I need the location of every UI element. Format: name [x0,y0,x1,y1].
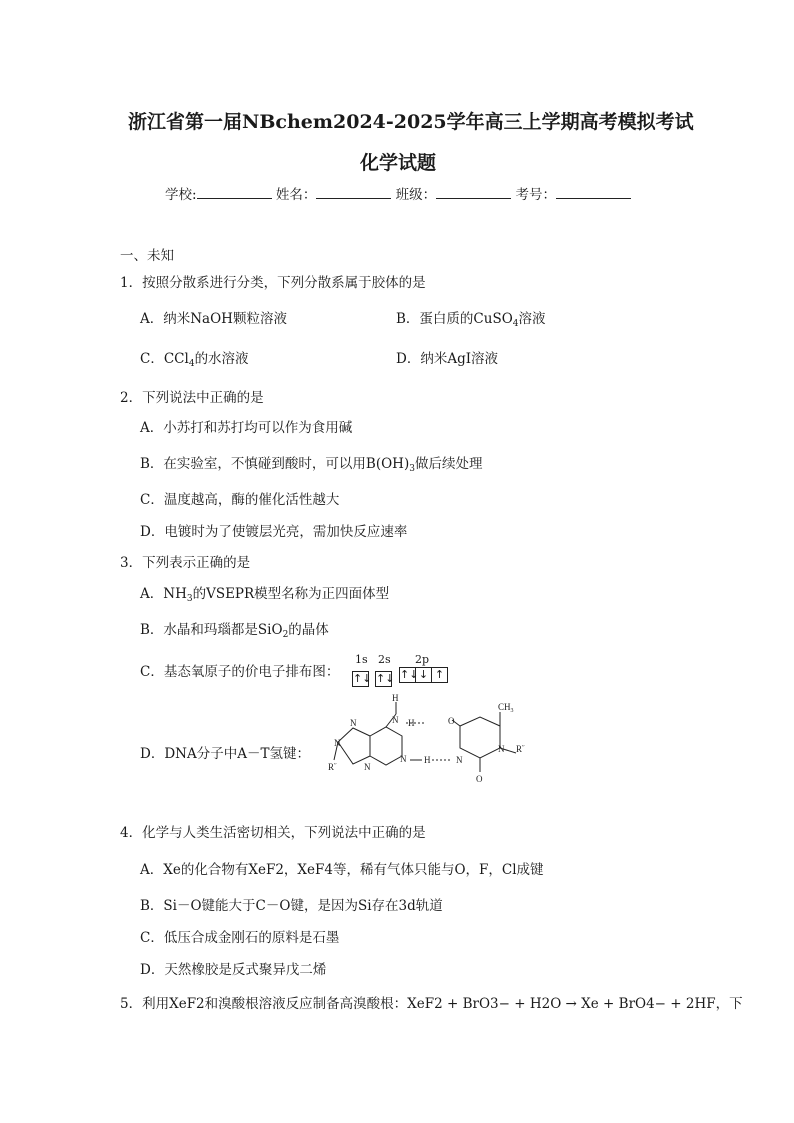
dna-label-n-pyrimidine-2: N [498,744,505,754]
orbital-box-2s: ↑↓ [376,672,395,685]
orbital-box-2p-3: ↑ [432,667,448,683]
question-2-stem: 2．下列说法中正确的是 [120,390,264,406]
orbital-box-2p-1: ↑↓ [400,668,419,681]
orbital-box-1s: ↑↓ [353,672,372,685]
orbital-label-1s: 1s [355,653,368,666]
question-3-option-b[interactable]: B．水晶和玛瑙都是SiO$_2$的晶体 [140,622,329,640]
school-field[interactable] [197,185,272,199]
question-4-option-b[interactable]: B．Si－O键能大于C－O键，是因为Si存在3d轨道 [140,898,443,914]
student-info-line [165,183,631,203]
question-1-option-d[interactable]: D．纳米AgI溶液 [396,351,499,367]
exam-number-field[interactable] [556,185,631,199]
dna-label-n-purine-top: N [350,718,357,728]
question-4-stem: 4．化学与人类生活密切相关，下列说法中正确的是 [120,825,426,841]
question-2-option-c[interactable]: C．温度越高，酶的催化活性越大 [140,492,340,508]
class-label: 班级： [395,187,437,203]
dna-label-ch3: $CH_3$ [498,702,514,714]
question-1-option-a[interactable]: A．纳米NaOH颗粒溶液 [140,311,287,327]
dna-label-r-right: R′′ [516,744,525,754]
dna-label-n-amine: N [392,715,399,725]
name-label: 姓名： [275,187,317,203]
dna-label-h-2: H [424,755,431,765]
dna-label-o-1: O [448,716,455,726]
question-4-option-c[interactable]: C．低压合成金刚石的原料是石墨 [140,930,340,946]
orbital-label-2p: 2p [415,653,430,666]
exam-number-label: 考号： [515,187,556,203]
dna-label-n-purine-right: N [400,754,407,764]
dna-label-r-left: R′′ [328,762,337,772]
section-label: 一、未知 [120,248,174,264]
page-subtitle: 化学试题 [360,152,437,174]
dna-base-pair-structure [320,690,530,810]
question-4-option-d[interactable]: D．天然橡胶是反式聚异戊二烯 [140,962,327,978]
dna-label-o-2: O [476,774,483,784]
question-3-option-a[interactable]: A．$NH_3$的VSEPR模型名称为正四面体型 [140,586,390,604]
dna-label-h-1: H [408,718,415,728]
page-title: 浙江省第一届NBchem2024-2025学年高三上学期高考模拟考试 [128,111,694,133]
question-2-option-b[interactable]: B．在实验室，不慎碰到酸时，可以用$B(OH)_3$做后续处理 [140,456,483,474]
school-label: 学校: [165,187,197,203]
question-3-option-d[interactable]: D．DNA分子中A－T氢键： [140,746,310,762]
question-1-option-b[interactable]: B．蛋白质的CuSO$_4$溶液 [396,311,546,329]
question-2-option-d[interactable]: D．电镀时为了使镀层光亮，需加快反应速率 [140,524,408,540]
dna-label-n-purine-bottom: N [364,762,371,772]
dna-label-n-purine-left: N [334,738,341,748]
question-3-option-c[interactable]: C．基态氧原子的价电子排布图： [140,664,340,680]
question-3-stem: 3．下列表示正确的是 [120,555,251,571]
question-2-option-a[interactable]: A．小苏打和苏打均可以作为食用碱 [140,420,353,436]
question-5-stem: 5．利用XeF2和溴酸根溶液反应制备高溴酸根：XeF2 + BrO3− + H2O → Xe + BrO4− + 2HF，下 [120,996,743,1012]
question-1-stem: 1．按照分散系进行分类，下列分散系属于胶体的是 [120,275,426,291]
dna-label-h-top: H [392,693,399,703]
question-1-option-c[interactable]: C．CCl$_4$的水溶液 [140,351,249,369]
orbital-label-2s: 2s [378,653,391,666]
class-field[interactable] [436,185,511,199]
dna-label-n-pyrimidine: N [456,755,463,765]
orbital-box-2p-2: ↓ [416,667,432,683]
name-field[interactable] [316,185,391,199]
question-4-option-a[interactable]: A．Xe的化合物有XeF2，XeF4等，稀有气体只能与O，F，Cl成键 [140,862,544,878]
